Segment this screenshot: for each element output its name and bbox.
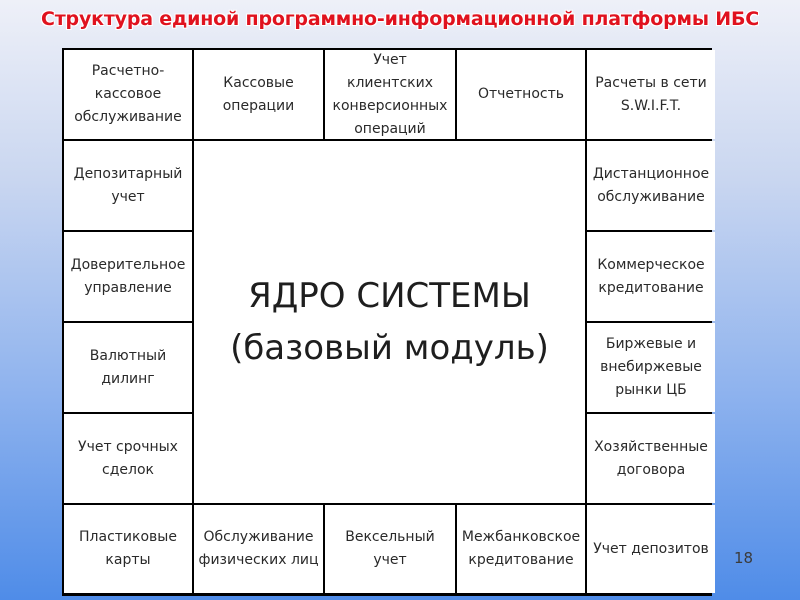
module-client-conversion: Учет клиентских конверсионных операций xyxy=(325,50,455,139)
module-swift: Расчеты в сети S.W.I.F.T. xyxy=(587,50,715,139)
module-reporting: Отчетность xyxy=(457,50,585,139)
module-deposits: Учет депозитов xyxy=(587,505,715,593)
module-interbank-lending: Межбанковское кредитование xyxy=(457,505,585,593)
core-subtitle: (базовый модуль) xyxy=(230,328,549,368)
module-commercial-lending: Коммерческое кредитование xyxy=(587,232,715,321)
module-fx-dealing: Валютный дилинг xyxy=(64,323,192,412)
module-business-contracts: Хозяйственные договора xyxy=(587,414,715,503)
system-core xyxy=(194,141,585,503)
module-trust-management: Доверительное управление xyxy=(64,232,192,321)
platform-structure-diagram xyxy=(62,48,712,596)
module-plastic-cards: Пластиковые карты xyxy=(64,505,192,593)
module-securities-markets: Биржевые и внебиржевые рынки ЦБ xyxy=(587,323,715,412)
module-depository: Депозитарный учет xyxy=(64,141,192,230)
module-bills: Вексельный учет xyxy=(325,505,455,593)
module-forward-deals: Учет срочных сделок xyxy=(64,414,192,503)
core-title: ЯДРО СИСТЕМЫ xyxy=(248,276,531,316)
module-individuals-service: Обслуживание физических лиц xyxy=(194,505,323,593)
module-cash-settlement: Расчетно-кассовое обслуживание xyxy=(64,50,192,139)
page-number: 18 xyxy=(734,549,754,567)
module-remote-service: Дистанционное обслуживание xyxy=(587,141,715,230)
slide-title: Структура единой программно-информационной платформы ИБС xyxy=(41,8,759,30)
module-cash-operations: Кассовые операции xyxy=(194,50,323,139)
